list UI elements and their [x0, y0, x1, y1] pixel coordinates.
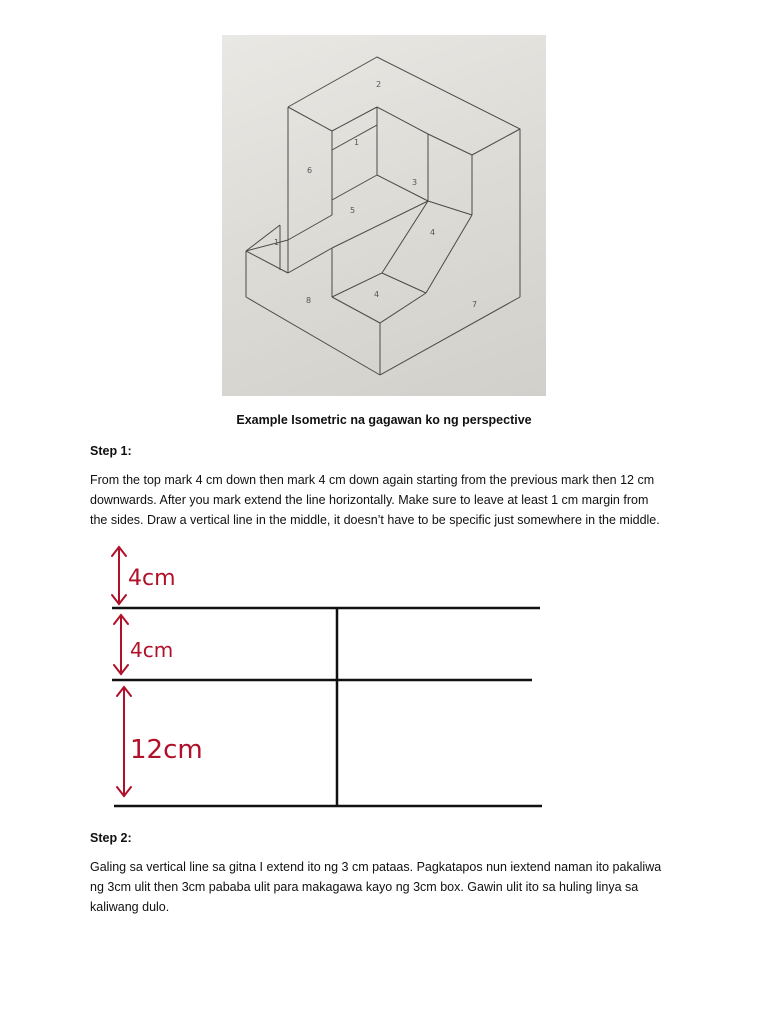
- sketch-edge: [426, 215, 472, 293]
- sketch-edge: [288, 215, 332, 240]
- face-mark: 7: [472, 300, 478, 309]
- step-2-line: ng 3cm ulit then 3cm pababa ulit para makagawa kayo ng 3cm box. Gawin ulit ito sa huling linya sa: [90, 880, 639, 894]
- sketch-edge: [246, 240, 288, 251]
- face-mark: 3: [412, 178, 418, 187]
- sketch-edge: [382, 273, 426, 293]
- step-1-paragraph: [90, 470, 690, 530]
- face-mark: 2: [376, 80, 382, 89]
- face-mark: 4: [430, 228, 436, 237]
- step-2-heading: Step 2:: [90, 831, 132, 845]
- label-4cm-top: 4cm: [128, 566, 176, 591]
- step-1-line: the sides. Draw a vertical line in the middle, it doesn’t have to be specific just somewhere in the middle.: [90, 513, 660, 527]
- sketch-edge: [246, 251, 288, 273]
- face-mark: 4: [374, 290, 380, 299]
- sketch-edge: [246, 297, 380, 375]
- sketch-edge: [332, 297, 380, 323]
- step-1-line: From the top mark 4 cm down then mark 4 cm down again starting from the previous mark then 12 cm: [90, 473, 655, 487]
- sketch-edge: [377, 175, 428, 201]
- label-12cm: 12cm: [130, 735, 203, 765]
- sketch-edge: [380, 293, 426, 323]
- sketch-edge: [332, 175, 377, 200]
- sketch-edge: [288, 107, 332, 131]
- sketch-edge: [428, 201, 472, 215]
- step-1-heading: Step 1:: [90, 444, 132, 458]
- figure-caption: Example Isometric na gagawan ko ng perspective: [236, 413, 532, 427]
- step-2-line: kaliwang dulo.: [90, 900, 170, 914]
- sketch-edge: [428, 134, 472, 155]
- sketch-edge: [332, 201, 428, 248]
- isometric-sketch-photo: [222, 35, 546, 396]
- step-2-line: Galing sa vertical line sa gitna I extend ito ng 3 cm pataas. Pagkatapos nun iextend naman ito pakaliwa: [90, 860, 662, 874]
- sketch-edge: [377, 107, 428, 134]
- sketch-edge: [380, 297, 520, 375]
- sketch-edge: [288, 248, 332, 273]
- sketch-edge: [332, 107, 377, 131]
- face-mark: 1: [274, 238, 280, 247]
- face-mark: 5: [350, 206, 356, 215]
- step-1-line: downwards. After you mark extend the line horizontally. Make sure to leave at least 1 cm margin from: [90, 493, 649, 507]
- face-mark: 8: [306, 296, 312, 305]
- label-4cm-second: 4cm: [130, 638, 174, 662]
- step-1-diagram: [100, 540, 550, 815]
- face-mark: 1: [354, 138, 360, 147]
- step-2-paragraph: [90, 857, 690, 917]
- sketch-edge-top: [288, 57, 520, 155]
- face-mark: 6: [307, 166, 313, 175]
- isometric-sketch: [222, 35, 546, 396]
